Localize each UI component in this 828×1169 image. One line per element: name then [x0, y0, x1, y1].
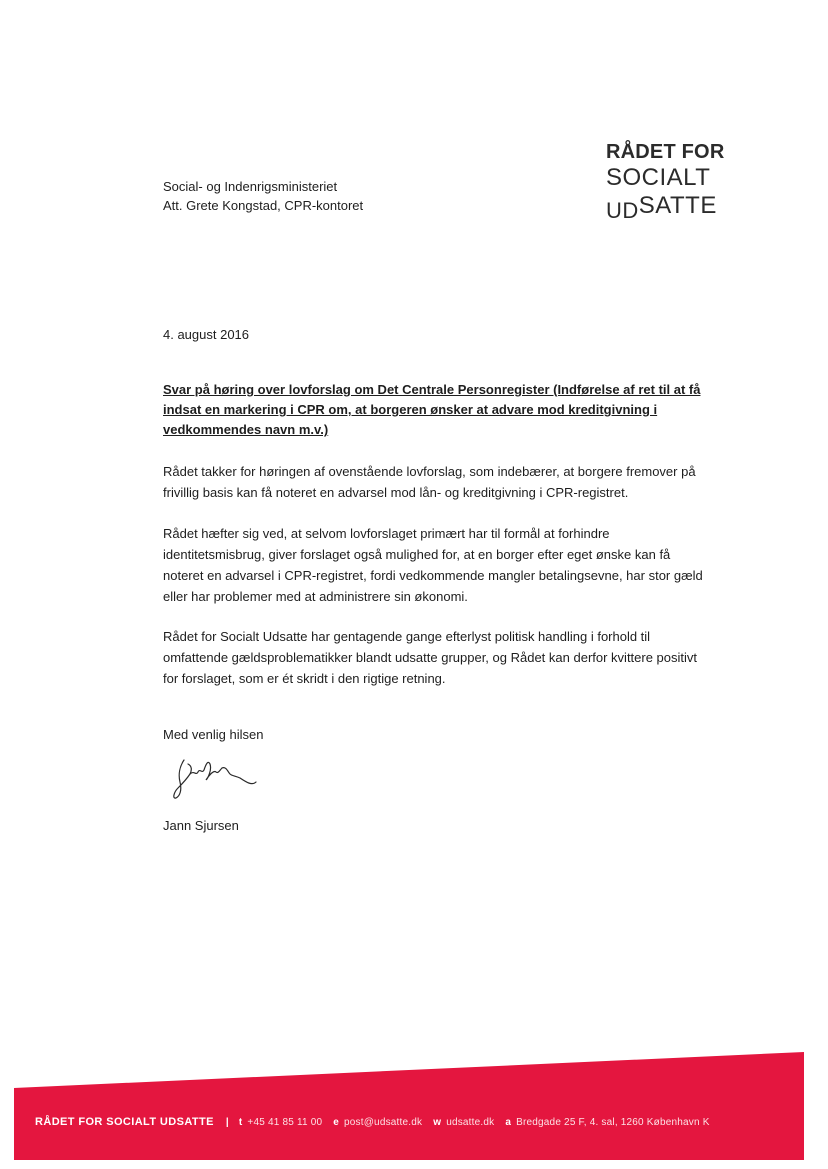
- footer-address-key: a: [505, 1116, 512, 1128]
- organization-logo: [606, 142, 746, 222]
- subject-line: indsat en markering i CPR om, at borgeren ønsker at advare mod kreditgivning i: [163, 402, 658, 417]
- paragraph-line: identitetsmisbrug, giver forslaget også mulighed for, at en borger efter eget ønske kan få: [163, 547, 671, 562]
- paragraph-line: eller har problemer med at administrere sin økonomi.: [163, 589, 468, 604]
- body-paragraph-1: [163, 461, 733, 503]
- footer-contact-line: [35, 1114, 721, 1130]
- logo-line-3: [606, 194, 746, 222]
- addressee-block: [163, 177, 363, 215]
- footer-email-link[interactable]: post@udsatte.dk: [344, 1116, 423, 1128]
- footer-address: Bredgade 25 F, 4. sal, 1260 København K: [516, 1116, 710, 1128]
- paragraph-line: Rådet hæfter sig ved, at selvom lovforslaget primært har til formål at forhindre: [163, 526, 610, 541]
- paragraph-line: Rådet for Socialt Udsatte har gentagende gange efterlyst politisk handling i forhold til: [163, 629, 651, 644]
- paragraph-line: Rådet takker for høringen af ovenstående lovforslag, som indebærer, at borgere fremover på: [163, 464, 696, 479]
- letter-subject: [163, 380, 733, 440]
- body-paragraph-3: [163, 626, 733, 689]
- paragraph-line: omfattende gældsproblematikker blandt udsatte grupper, og Rådet kan derfor kvittere positivt: [163, 650, 698, 665]
- paragraph-line: noteret en advarsel i CPR-registret, fordi vedkommende mangler betalingsevne, har stor gæld: [163, 568, 703, 583]
- letter-date: 4. august 2016: [163, 327, 250, 342]
- logo-ud: UD: [606, 198, 639, 223]
- footer-background: [14, 1052, 804, 1160]
- signature-drawing: [170, 752, 270, 802]
- handwritten-signature: [170, 752, 270, 802]
- paragraph-line: frivillig basis kan få noteret en advarsel mod lån- og kreditgivning i CPR-registret.: [163, 485, 629, 500]
- logo-line-1: RÅDET FOR: [606, 141, 725, 163]
- addressee-attention: Att. Grete Kongstad, CPR-kontoret: [163, 198, 364, 213]
- addressee-ministry: Social- og Indenrigsministeriet: [163, 179, 338, 194]
- logo-satte: SATTE: [638, 192, 717, 219]
- signer-name: Jann Sjursen: [163, 818, 239, 833]
- paragraph-line: for forslaget, som er ét skridt i den rigtige retning.: [163, 671, 446, 686]
- closing-greeting: Med venlig hilsen: [163, 727, 264, 742]
- footer-web-key: w: [433, 1116, 442, 1128]
- footer-phone-key: t: [238, 1116, 243, 1128]
- body-paragraph-2: [163, 523, 733, 607]
- footer-email-key: e: [333, 1116, 339, 1128]
- footer-phone: +45 41 85 11 00: [247, 1116, 323, 1128]
- footer-web-link[interactable]: udsatte.dk: [446, 1116, 495, 1128]
- footer-separator: |: [225, 1116, 229, 1128]
- logo-line-2: SOCIALT: [606, 164, 711, 191]
- subject-line: Svar på høring over lovforslag om Det Centrale Personregister (Indførelse af ret til at få: [163, 382, 701, 397]
- subject-line: vedkommendes navn m.v.): [163, 422, 329, 437]
- footer-org-name: RÅDET FOR SOCIALT UDSATTE: [35, 1116, 214, 1128]
- footer-band: [14, 1052, 804, 1160]
